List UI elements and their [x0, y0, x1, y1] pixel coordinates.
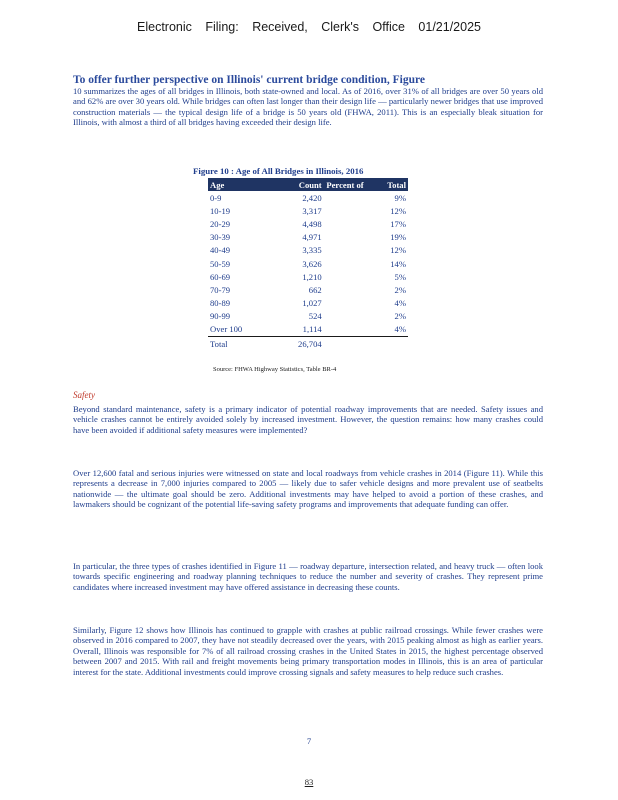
table-row — [208, 204, 408, 217]
cell-count: 3,317 — [302, 205, 322, 216]
safety-heading: Safety — [73, 390, 95, 400]
table-row — [208, 231, 408, 244]
cell-age: 10-19 — [210, 205, 231, 216]
table-row — [208, 283, 408, 296]
total-label: Total — [208, 337, 257, 351]
column-header-total: Total — [366, 178, 408, 191]
cell-count: 2,420 — [302, 192, 322, 203]
bates-number-line — [0, 777, 618, 787]
column-header-percent-of: Percent of — [324, 178, 367, 191]
cell-count: 1,210 — [302, 271, 322, 282]
cell-percent: 5% — [394, 271, 406, 282]
cell-count: 3,335 — [302, 245, 322, 256]
table-row — [208, 257, 408, 270]
cell-percent: 2% — [394, 311, 406, 322]
paragraph-injuries: Over 12,600 fatal and serious injuries were witnessed on state and local roadways from vehicle crashes in 2014 (Figure 11). While this represents a decrease in 7,000 injuries compared to 2005 — likely due to safer vehicle designs and more prevalent use of seatbelts nationwide — the ultimate goal should be zero. Additional investments may have helped to avoid a portion of these crashes, and lawmakers should be cognizant of the potential life-saving safety programs and improvements that adequate funding can offer. — [73, 468, 543, 510]
cell-age: 80-89 — [210, 298, 231, 309]
table-row — [208, 217, 408, 230]
paragraph-crash-types: In particular, the three types of crashes identified in Figure 11 — roadway departure, intersection related, and heavy truck — often look towards specific engineering and roadway planning techniques to reduce the number and severity of crashes. They represent prime candidates where increased investment may have offered assistance in decreasing these counts. — [73, 561, 543, 592]
cell-blank — [324, 204, 367, 217]
cell-percent: 9% — [394, 192, 406, 203]
cell-percent: 17% — [390, 218, 406, 229]
column-header-count: Count — [257, 178, 324, 191]
cell-count: 524 — [308, 311, 322, 322]
cell-percent: 4% — [394, 324, 406, 335]
cell-count: 3,626 — [302, 258, 322, 269]
cell-percent: 12% — [390, 245, 406, 256]
cell-age: 70-79 — [210, 284, 231, 295]
column-header-age: Age — [208, 178, 257, 191]
cell-age: 40-49 — [210, 245, 231, 256]
bates-number: 83 — [304, 777, 314, 787]
figure-source: Source: FHWA Highway Statistics, Table BR-4 — [213, 366, 337, 373]
cell-blank — [324, 297, 367, 310]
cell-age: 90-99 — [210, 311, 231, 322]
page-number: 7 — [306, 736, 312, 746]
table-header-row — [208, 178, 408, 191]
cell-blank — [324, 217, 367, 230]
table-row — [208, 191, 408, 204]
cell-age: 30-39 — [210, 232, 231, 243]
paragraph-safety-intro: Beyond standard maintenance, safety is a primary indicator of potential roadway improvements that are needed. Safety issues and vehicle crashes cannot be entirely avoided solely by increased investment. However, the question remains: how many crashes could have been avoided if additional safety measures were implemented? — [73, 404, 543, 435]
table-row — [208, 310, 408, 323]
cell-age: 0-9 — [210, 192, 222, 203]
paragraph-bridge-age: 10 summarizes the ages of all bridges in Illinois, both state-owned and local. As of 2016, over 31% of all bridges are over 50 years old and 62% are over 30 years old. While bridges can often last longer than their design life — particularly newer bridges that use improved construction materials — the typical design life of a bridge is 50 years old (FHWA, 2011). This is an especially bleak situation for Illinois, with almost a third of all bridges having exceeded their design life. — [73, 86, 543, 128]
cell-blank — [324, 270, 367, 283]
cell-age: 20-29 — [210, 218, 231, 229]
table-row — [208, 323, 408, 337]
figure-title: Figure 10 : Age of All Bridges in Illinois, 2016 — [193, 166, 364, 176]
cell-blank — [324, 283, 367, 296]
cell-count: 662 — [308, 284, 322, 295]
cell-age: 50-59 — [210, 258, 231, 269]
table-row — [208, 270, 408, 283]
cell-age: 60-69 — [210, 271, 231, 282]
cell-percent: 12% — [390, 205, 406, 216]
cell-blank — [324, 244, 367, 257]
filing-header: Electronic Filing: Received, Clerk's Office 01/21/2025 — [137, 20, 481, 34]
cell-count: 1,114 — [302, 324, 322, 335]
cell-blank — [324, 310, 367, 323]
paragraph-railroad-crossings: Similarly, Figure 12 shows how Illinois has continued to grapple with crashes at public railroad crossings. While fewer crashes were observed in 2016 compared to 2007, they have not steadily decreased over the years, with 2015 peaking almost as high as earlier years. Overall, Illinois was responsible for 7% of all railroad crossing crashes in the United States in 2015, the highest percentage observed between 2007 and 2015. With rail and freight movements being primary transportation modes in Illinois, this is an area of particular interest for the state. Additional investments could improve crossing signals and safety measures to help reduce such crashes. — [73, 625, 543, 677]
cell-percent: 4% — [394, 298, 406, 309]
cell-age: Over 100 — [210, 324, 243, 335]
cell-blank — [324, 257, 367, 270]
bridge-age-table — [208, 178, 408, 350]
cell-count: 4,971 — [302, 232, 322, 243]
table-total-row — [208, 337, 408, 351]
table-row — [208, 297, 408, 310]
section-heading: To offer further perspective on Illinois' current bridge condition, Figure — [73, 74, 426, 86]
total-count: 26,704 — [257, 337, 324, 351]
cell-percent: 19% — [390, 232, 406, 243]
cell-percent: 2% — [394, 284, 406, 295]
cell-blank — [324, 191, 367, 204]
cell-blank — [324, 323, 367, 337]
cell-percent: 14% — [390, 258, 406, 269]
cell-count: 1,027 — [302, 298, 322, 309]
cell-blank — [324, 231, 367, 244]
table-row — [208, 244, 408, 257]
cell-count: 4,498 — [302, 218, 322, 229]
